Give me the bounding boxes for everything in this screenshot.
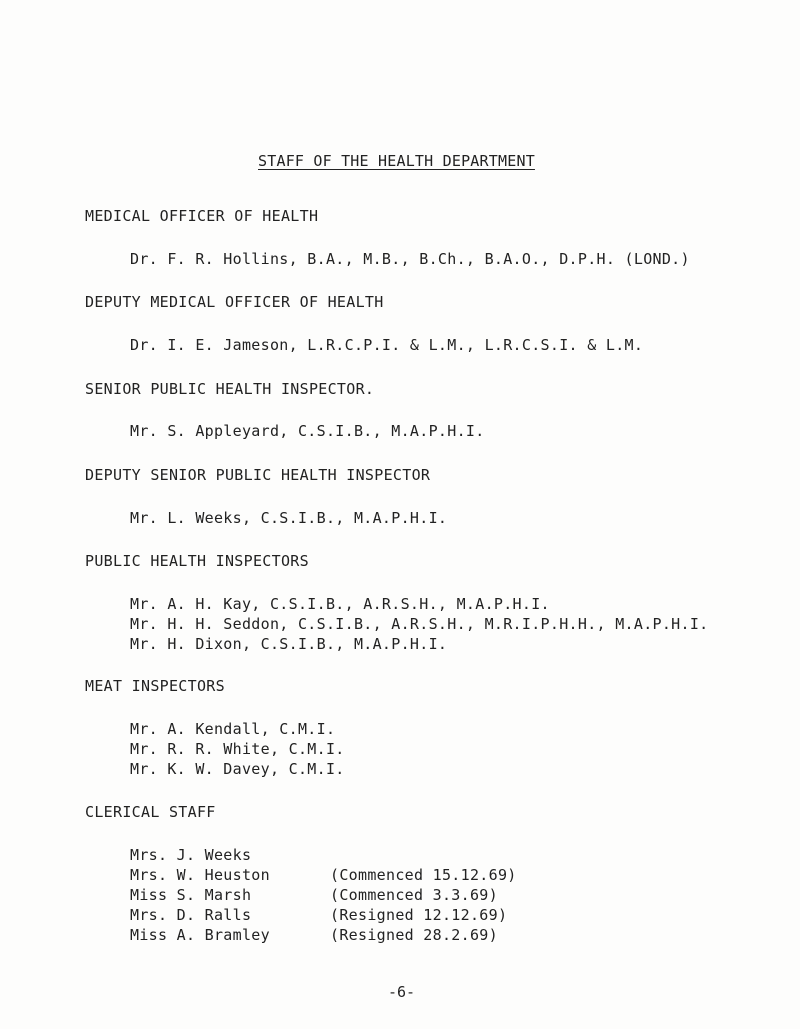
staff-entry: Mr. L. Weeks, C.S.I.B., M.A.P.H.I. <box>130 509 448 527</box>
section-heading-meat-inspectors: MEAT INSPECTORS <box>85 677 225 695</box>
clerical-staff-name: Miss A. Bramley <box>130 926 270 944</box>
staff-entry: Mr. K. W. Davey, C.M.I. <box>130 760 345 778</box>
staff-entry: Mr. H. Dixon, C.S.I.B., M.A.P.H.I. <box>130 635 448 653</box>
section-heading-medical-officer: MEDICAL OFFICER OF HEALTH <box>85 207 319 225</box>
clerical-staff-note: (Commenced 3.3.69) <box>330 886 498 904</box>
section-heading-deputy-senior-inspector: DEPUTY SENIOR PUBLIC HEALTH INSPECTOR <box>85 466 431 484</box>
staff-entry: Mr. S. Appleyard, C.S.I.B., M.A.P.H.I. <box>130 422 485 440</box>
section-heading-senior-inspector: SENIOR PUBLIC HEALTH INSPECTOR. <box>85 380 375 398</box>
section-heading-public-health-inspectors: PUBLIC HEALTH INSPECTORS <box>85 552 309 570</box>
staff-entry: Mr. R. R. White, C.M.I. <box>130 740 345 758</box>
clerical-staff-name: Mrs. J. Weeks <box>130 846 252 864</box>
clerical-staff-note: (Resigned 28.2.69) <box>330 926 498 944</box>
clerical-staff-name: Mrs. W. Heuston <box>130 866 270 884</box>
staff-entry: Mr. H. H. Seddon, C.S.I.B., A.R.S.H., M.R.I.P.H.H., M.A.P.H.I. <box>130 615 709 633</box>
clerical-staff-note: (Commenced 15.12.69) <box>330 866 517 884</box>
page-number: -6- <box>388 983 416 1001</box>
clerical-staff-name: Mrs. D. Ralls <box>130 906 252 924</box>
clerical-staff-name: Miss S. Marsh <box>130 886 252 904</box>
staff-entry: Dr. F. R. Hollins, B.A., M.B., B.Ch., B.A.O., D.P.H. (LOND.) <box>130 250 690 268</box>
staff-entry: Dr. I. E. Jameson, L.R.C.P.I. & L.M., L.R.C.S.I. & L.M. <box>130 336 644 354</box>
section-heading-deputy-medical-officer: DEPUTY MEDICAL OFFICER OF HEALTH <box>85 293 384 311</box>
page-title: STAFF OF THE HEALTH DEPARTMENT <box>258 152 535 170</box>
staff-entry: Mr. A. H. Kay, C.S.I.B., A.R.S.H., M.A.P.H.I. <box>130 595 550 613</box>
clerical-staff-note: (Resigned 12.12.69) <box>330 906 508 924</box>
section-heading-clerical-staff: CLERICAL STAFF <box>85 803 216 821</box>
staff-entry: Mr. A. Kendall, C.M.I. <box>130 720 336 738</box>
